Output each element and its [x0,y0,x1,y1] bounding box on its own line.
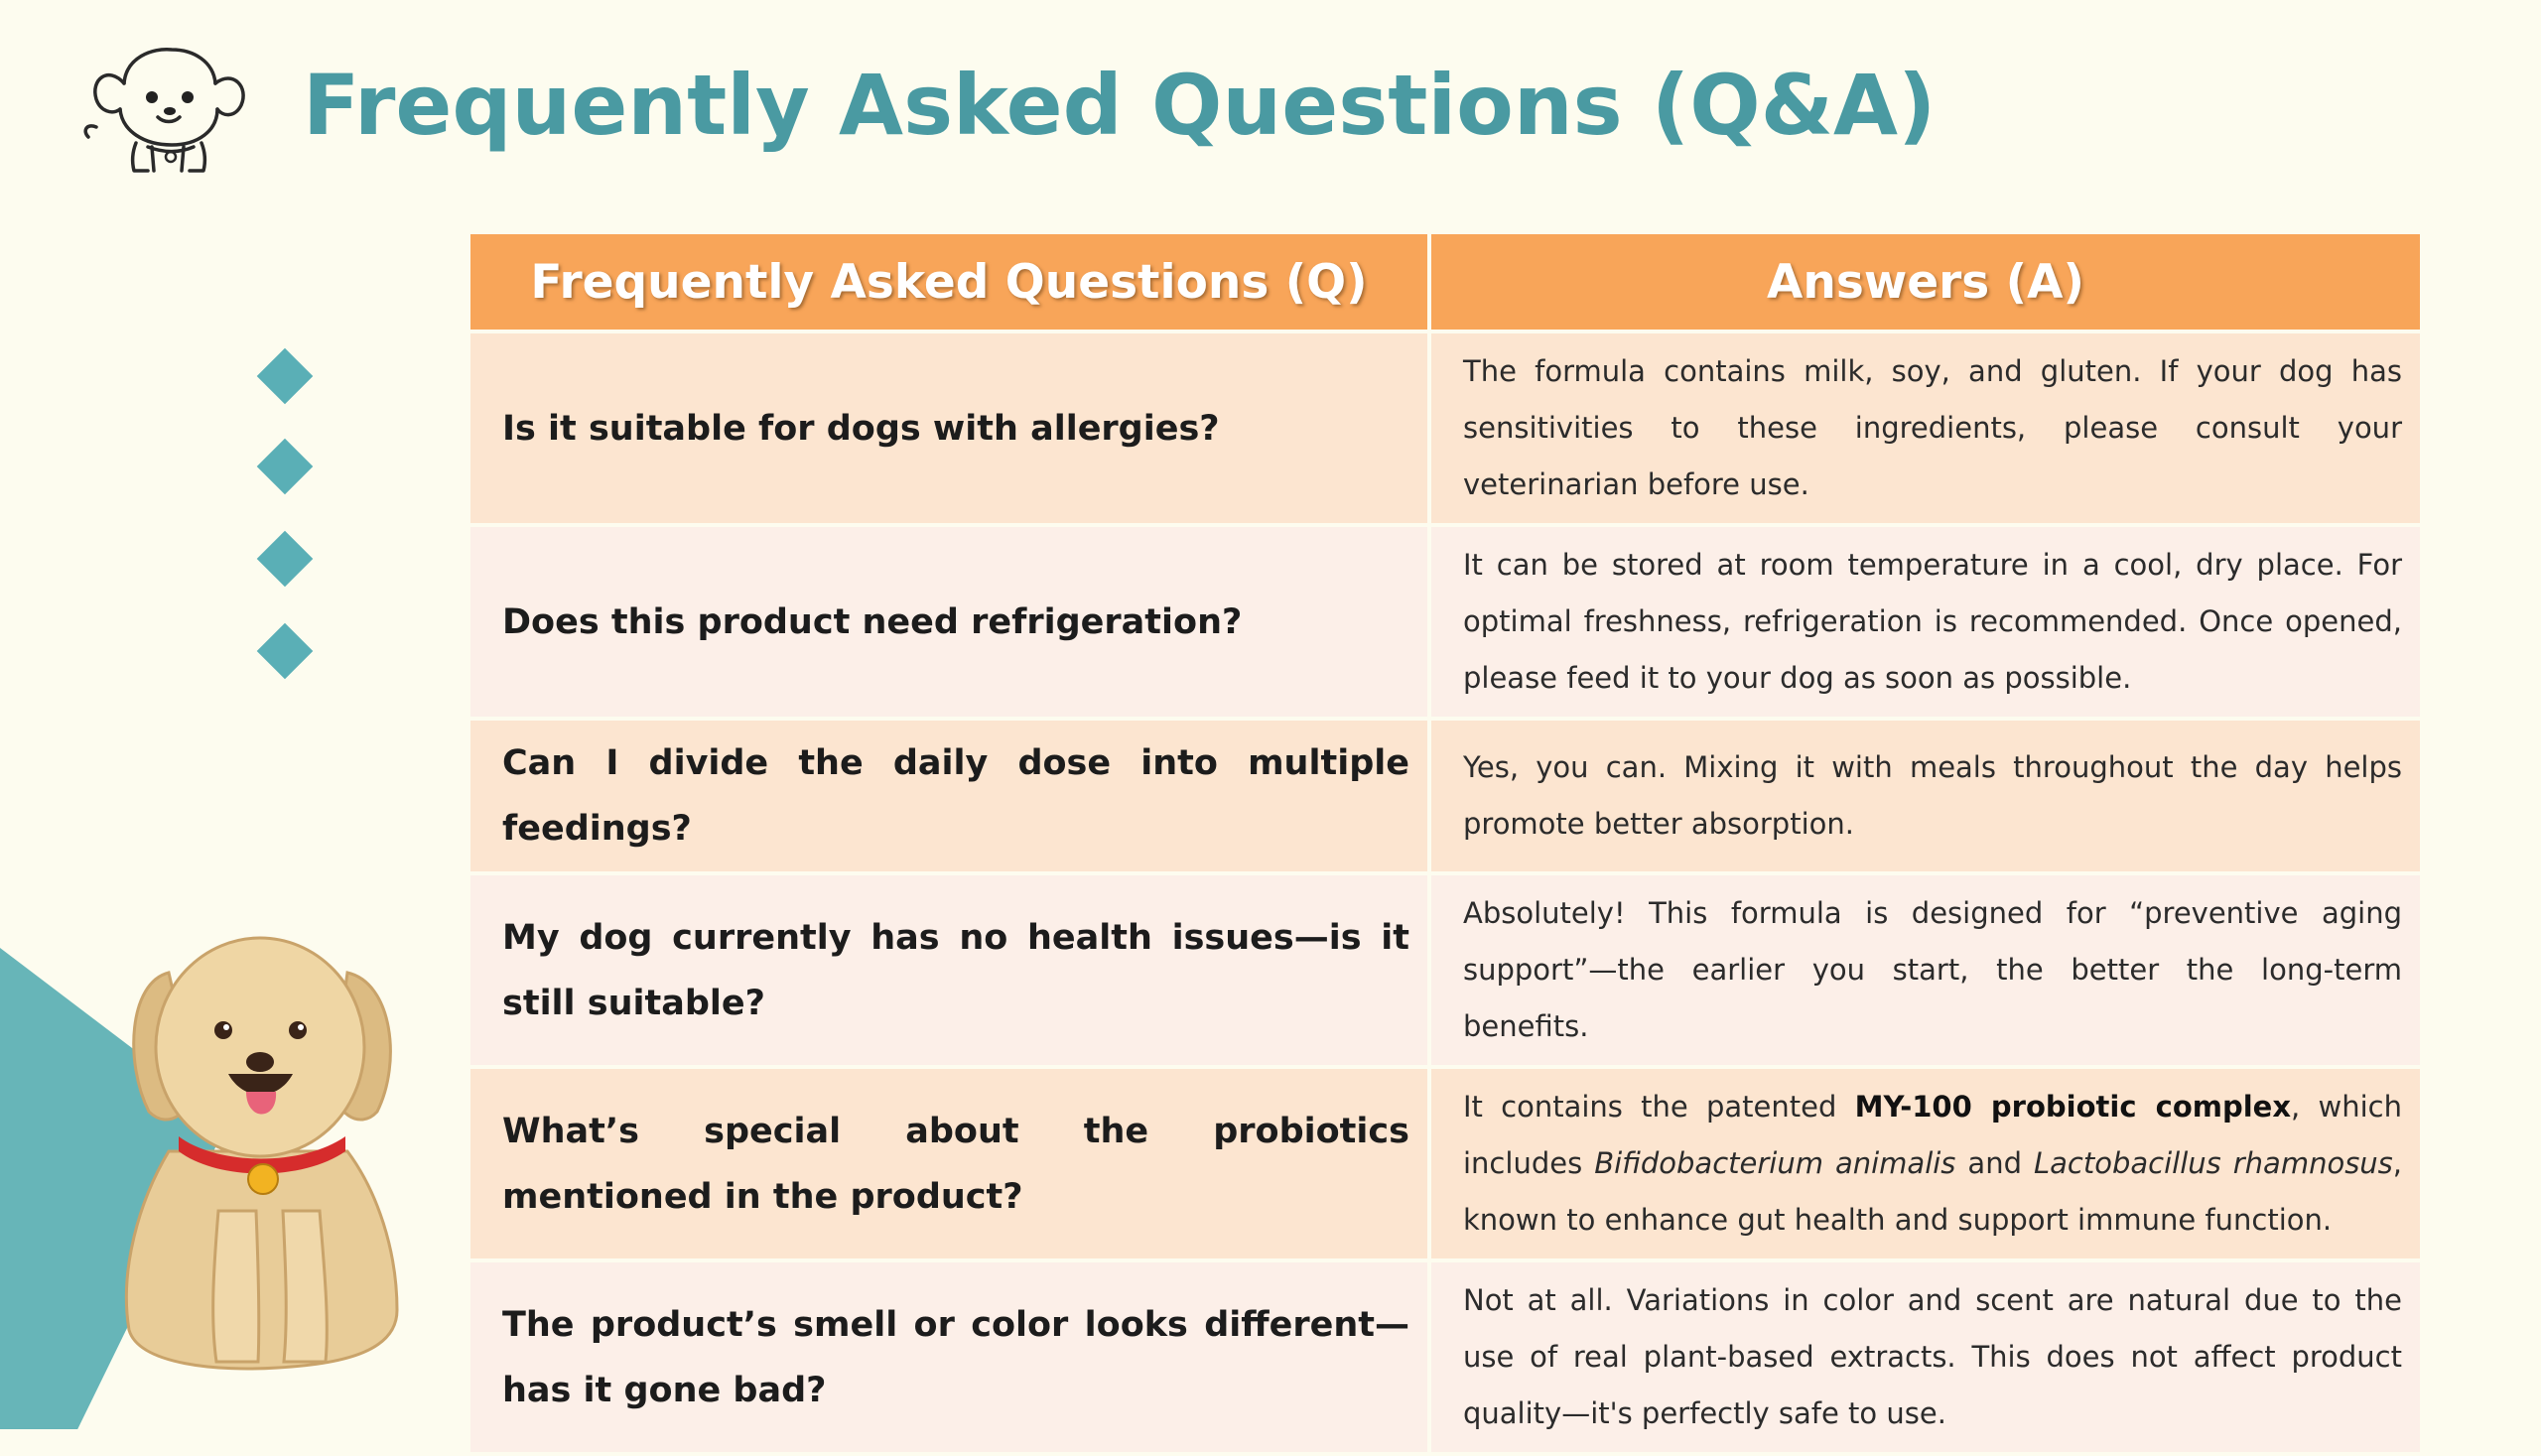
diamond-bullet-icon [257,348,314,405]
sitting-puppy-illustration [99,913,427,1380]
answer-column-header: Answers (A) [1431,234,2420,330]
table-row [470,875,2420,1065]
puppy-logo-icon [74,36,248,175]
answer-cell: Yes, you can. Mixing it with meals throughout the day helps promote better absorption. [1431,721,2420,871]
question-cell: The product’s smell or color looks different—has it gone bad? [470,1262,1427,1452]
probiotic-complex-name: MY-100 probiotic complex [1854,1090,2292,1124]
answer-cell: Absolutely! This formula is designed for “preventive aging support”—the earlier you start, the better the long-term benefits. [1431,875,2420,1065]
answer-text: and [1955,1146,2034,1180]
table-row [470,1069,2420,1258]
answer-text: It contains the patented [1463,1090,1855,1124]
question-cell: Can I divide the daily dose into multiple feedings? [470,721,1427,871]
bacteria-name: Bifidobacterium animalis [1594,1146,1956,1180]
question-cell: What’s special about the probiotics mentioned in the product? [470,1069,1427,1258]
diamond-bullet-icon [257,531,314,588]
table-header-row [470,234,2420,330]
table-row [470,1262,2420,1452]
table-row [470,721,2420,871]
table-row [470,333,2420,523]
answer-text: , known to enhance gut health and support immune function. [1463,1146,2403,1237]
bacteria-name: Lactobacillus rhamnosus [2033,1146,2393,1180]
question-cell: Is it suitable for dogs with allergies? [470,333,1427,523]
table-row [470,527,2420,717]
answer-cell: The formula contains milk, soy, and gluten. If your dog has sensitivities to these ingredients, please consult your veterinarian before use. [1431,333,2420,523]
answer-text: , which includes [1463,1090,2402,1180]
diamond-bullet-icon [257,439,314,495]
answer-cell: Not at all. Variations in color and scent are natural due to the use of real plant-based extracts. This does not affect product quality—it's perfectly safe to use. [1431,1262,2420,1452]
diamond-bullet-icon [257,623,314,680]
answer-cell: It can be stored at room temperature in a cool, dry place. For optimal freshness, refrigeration is recommended. Once opened, please feed it to your dog as soon as possible. [1431,527,2420,717]
answer-cell [1431,1069,2420,1258]
faq-table [467,230,2424,1456]
page-title: Frequently Asked Questions (Q&A) [303,57,1937,154]
question-cell: Does this product need refrigeration? [470,527,1427,717]
question-cell: My dog currently has no health issues—is it still suitable? [470,875,1427,1065]
question-column-header: Frequently Asked Questions (Q) [470,234,1427,330]
